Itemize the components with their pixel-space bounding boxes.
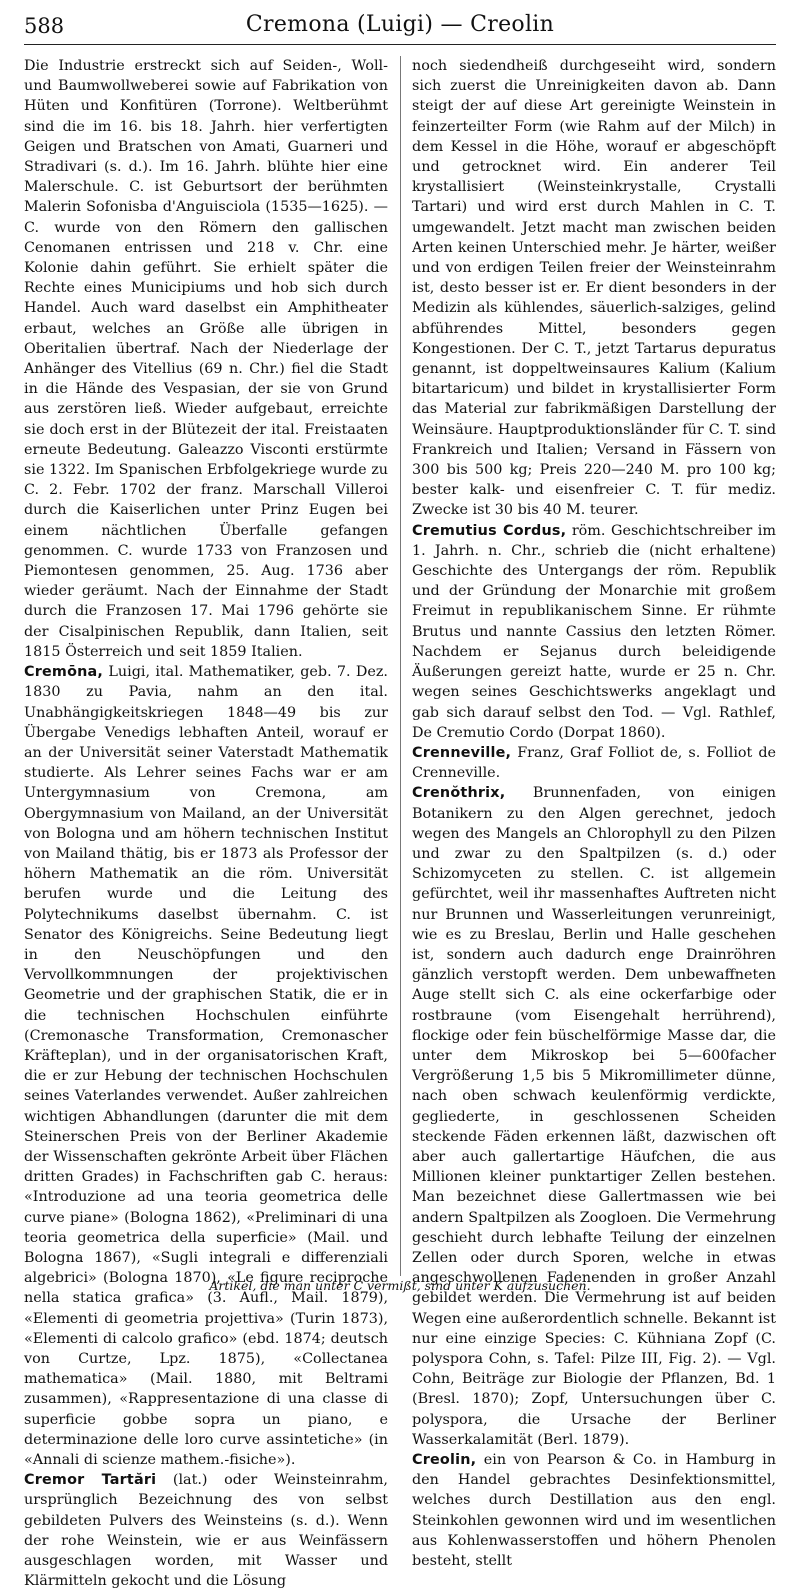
entry-text: (lat.) oder Weinsteinrahm, ursprünglich Bezeichnung des von selbst gebildeten Pulvers des Weinsteins (s. d.). Wenn der rohe Weinstein, wie er aus Weinfässern ausgeschlagen worden, mit Wasser und Klärmitteln gekocht und die Lösung: [24, 1472, 388, 1590]
entry-creolin: [412, 1450, 776, 1571]
running-head: Cremona (Luigi) — Creolin: [245, 12, 555, 37]
entry-cremor-tartari: [24, 1470, 388, 1591]
entry-crenothrix: [412, 783, 776, 1450]
entry-lemma: Cremutius Cordus,: [412, 522, 567, 539]
entry-cremona-luigi: [24, 662, 388, 1470]
footer-note: Artikel, die man unter C vermißt, sind unter K aufzusuchen.: [209, 1278, 591, 1293]
entry-text: Brunnenfaden, von einigen Botanikern zu den Algen gerechnet, jedoch wegen des Mangels an Chlorophyll zu den Pilzen und zwar zu den Spaltpilzen (s. d.) oder Schizomyceten zu stellen. C. ist allgemein gefürchtet, weil ihr massenhaftes Auftreten nicht nur Brunnen und Wasserleitungen verunreinigt, wie es zu Breslau, Berlin und Halle geschehen ist, sondern auch dadurch enge Drainröhren gänzlich verstopft werden. Dem unbewaffneten Auge stellt sich C. als eine ockerfarbige oder rostbraune (vom Eisengehalt herrührend), flockige oder fein büschelförmige Masse dar, die unter dem Mikroskop bei 5—600facher Vergrößerung 1,5 bis 5 Mikromillimeter dünne, nach oben schwach keulenförmig verdickte, gegliederte, in geschlossenen Scheiden steckende Fäden erkennen läßt, dazwischen oft aber auch gallertartige Häufchen, die aus Millionen kleiner punktartiger Zellen bestehen. Man bezeichnet diese Gallertmassen wie bei andern Spaltpilzen als Zoogloen. Die Vermehrung geschieht durch lebhafte Teilung der einzelnen Zellen oder durch Sporen, welche in etwas angeschwollenen Fadenenden in großer Anzahl gebildet werden. Die Vermehrung ist auf beiden Wegen eine außerordentlich schnelle. Bekannt ist nur eine einzige Species: C. Kühniana Zopf (C. polyspora Cohn, s. Tafel: Pilze III, Fig. 2). — Vgl. Cohn, Beiträge zur Biologie der Pflanzen, Bd. 1 (Bresl. 1870); Zopf, Untersuchungen über C. polyspora, die Ursache der Berliner Wasserkalamität (Berl. 1879).: [412, 785, 776, 1448]
entry-crenneville: [412, 743, 776, 783]
entry-lemma: Crenneville,: [412, 744, 512, 761]
entry-lemma: Cremōna,: [24, 664, 104, 681]
right-column: [412, 56, 776, 1571]
paragraph-text: Die Industrie erstreckt sich auf Seiden-, Woll- und Baumwollweberei sowie auf Fabrikation von Hüten und Konfitüren (Torrone). Weltberühmt sind die im 16. bis 18. Jahrh. hier verfertigten Geigen und Bratschen von Amati, Guarneri und Stradivari (s. d.). Im 16. Jahrh. blühte hier eine Malerschule. C. ist Geburtsort der berühmten Malerin Sofonisba d'Anguisciola (1535—1625). — C. wurde von den Römern den gallischen Cenomanen entrissen und 218 v. Chr. eine Kolonie dahin geführt. Sie erhielt später die Rechte eines Municipiums und hob sich durch Handel. Auch ward daselbst ein Amphitheater erbaut, welches an Größe alle übrigen in Oberitalien übertraf. Nach der Niederlage der Anhänger des Vitellius (69 n. Chr.) fiel die Stadt in die Hände des Vespasian, der sie von Grund aus zerstören ließ. Wieder aufgebaut, erreichte sie doch erst in der Blütezeit der ital. Freistaaten erneute Bedeutung. Galeazzo Visconti erstürmte sie 1322. Im Spanischen Erbfolgekriege wurde zu C. 2. Febr. 1702 der franz. Marschall Villeroi durch die Kaiserlichen unter Prinz Eugen bei einem nächtlichen Überfalle gefangen genommen. C. wurde 1733 von Franzosen und Piemontesen genommen, 25. Aug. 1736 aber wieder geräumt. Nach der Einnahme der Stadt durch die Franzosen 17. Mai 1796 gehörte sie der Cisalpinischen Republik, dann Italien, seit 1815 Österreich und seit 1859 Italien.: [24, 58, 388, 660]
entry-text: Luigi, ital. Mathematiker, geb. 7. Dez. 1830 zu Pavia, nahm an den ital. Unabhängigkeitskriegen 1848—49 bis zur Übergabe Venedigs lebhaften Anteil, worauf er an der Universität seiner Vaterstadt Mathematik studierte. Als Lehrer seines Fachs war er am Untergymnasium von Cremona, am Obergymnasium von Mailand, an der Universität von Bologna und am höhern technischen Institut von Mailand thätig, bis er 1873 als Professor der höhern Mathematik an die röm. Universität berufen wurde und die Leitung des Polytechnikums daselbst übernahm. C. ist Senator des Königreichs. Seine Bedeutung liegt in den Neuschöpfungen und den Vervollkommnungen der projektivischen Geometrie und der graphischen Statik, die er in die technischen Hochschulen einführte (Cremonasche Transformation, Cremonascher Kräfteplan), und in der organisatorischen Kraft, die er zur Hebung der technischen Hochschulen seines Vaterlandes verwendet. Außer zahlreichen wichtigen Abhandlungen (darunter die mit dem Steinerschen Preis von der Berliner Akademie der Wissenschaften gekrönte Arbeit über Flächen dritten Grades) in Fachschriften gab C. heraus: «Introduzione ad una teoria geometrica delle curve piane» (Bologna 1862), «Preliminari di una teoria geometrica della superficie» (Mail. und Bologna 1867), «Sugli integrali e differenziali algebrici» (Bologna 1870), «Le figure reciproche nella statica grafica» (3. Aufl., Mail. 1879), «Elementi di geometria projettiva» (Turin 1873), «Elementi di calcolo grafico» (ebd. 1874; deutsch von Curtze, Lpz. 1875), «Collectanea mathematica» (Mail. 1880, mit Beltrami zusammen), «Rappresentazione di una classe di superficie gobbe sopra un piano, e determinazione delle loro curve assintetiche» (in «Annali di scienze mathem.-fisiche»).: [24, 664, 388, 1469]
left-column: [24, 56, 388, 1591]
paragraph-cremona-city: [24, 56, 388, 662]
column-divider: [400, 56, 401, 1276]
page-number: 588: [24, 14, 65, 38]
header-rule: [24, 44, 776, 45]
entry-lemma: Creolin,: [412, 1452, 477, 1469]
paragraph-cremor-continued: [412, 56, 776, 521]
entry-lemma: Cremor Tartări: [24, 1472, 157, 1489]
entry-lemma: Crenŏthrix,: [412, 785, 506, 802]
entry-text: röm. Geschichtschreiber im 1. Jahrh. n. Chr., schrieb die (nicht erhaltene) Geschichte des Untergangs der röm. Republik und der Gründung der Monarchie mit großem Freimut in republikanischem Sinne. Er rühmte Brutus und nannte Cassius den letzten Römer. Nachdem er Sejanus durch beleidigende Äußerungen gereizt hatte, wurde er 25 n. Chr. wegen seines Geschichtswerks angeklagt und gab sich darauf selbst den Tod. — Vgl. Rathlef, De Cremutio Cordo (Dorpat 1860).: [412, 522, 776, 741]
page-header: [24, 10, 776, 40]
entry-cremutius-cordus: [412, 521, 776, 743]
paragraph-text: noch siedendheiß durchgeseiht wird, sondern sich zuerst die Unreinigkeiten davon ab. Dann steigt der auf diese Art gereinigte Weinstein in feinzerteilter Form (wie Rahm auf der Milch) in dem Kessel in die Höhe, worauf er abgeschöpft und getrocknet wird. Ein anderer Teil krystallisiert (Weinsteinkrystalle, Crystalli Tartari) und wird erst durch Mahlen in C. T. umgewandelt. Jetzt macht man zwischen beiden Arten keinen Unterschied mehr. Je härter, weißer und von erdigen Teilen freier der Weinsteinrahm ist, desto besser ist er. Er dient besonders in der Medizin als kühlendes, säuerlich-salziges, gelind abführendes Mittel, besonders gegen Kongestionen. Der C. T., jetzt Tartarus depuratus genannt, ist doppeltweinsaures Kalium (Kalium bitartaricum) und bildet in krystallisierter Form das Material zur fabrikmäßigen Darstellung der Weinsäure. Hauptproduktionsländer für C. T. sind Frankreich und Italien; Versand in Fässern von 300 bis 500 kg; Preis 220—240 M. pro 100 kg; bester kalk- und eisenfreier C. T. für mediz. Zwecke ist 30 bis 40 M. teurer.: [412, 58, 776, 519]
entry-text: Franz, Graf Folliot de, s. Folliot de Crenneville.: [412, 744, 776, 782]
entry-text: ein von Pearson & Co. in Hamburg in den Handel gebrachtes Desinfektionsmittel, welches durch Destillation aus den engl. Steinkohlen gewonnen wird und im wesentlichen aus Kohlenwasserstoffen und höhern Phenolen besteht, stellt: [412, 1452, 776, 1570]
